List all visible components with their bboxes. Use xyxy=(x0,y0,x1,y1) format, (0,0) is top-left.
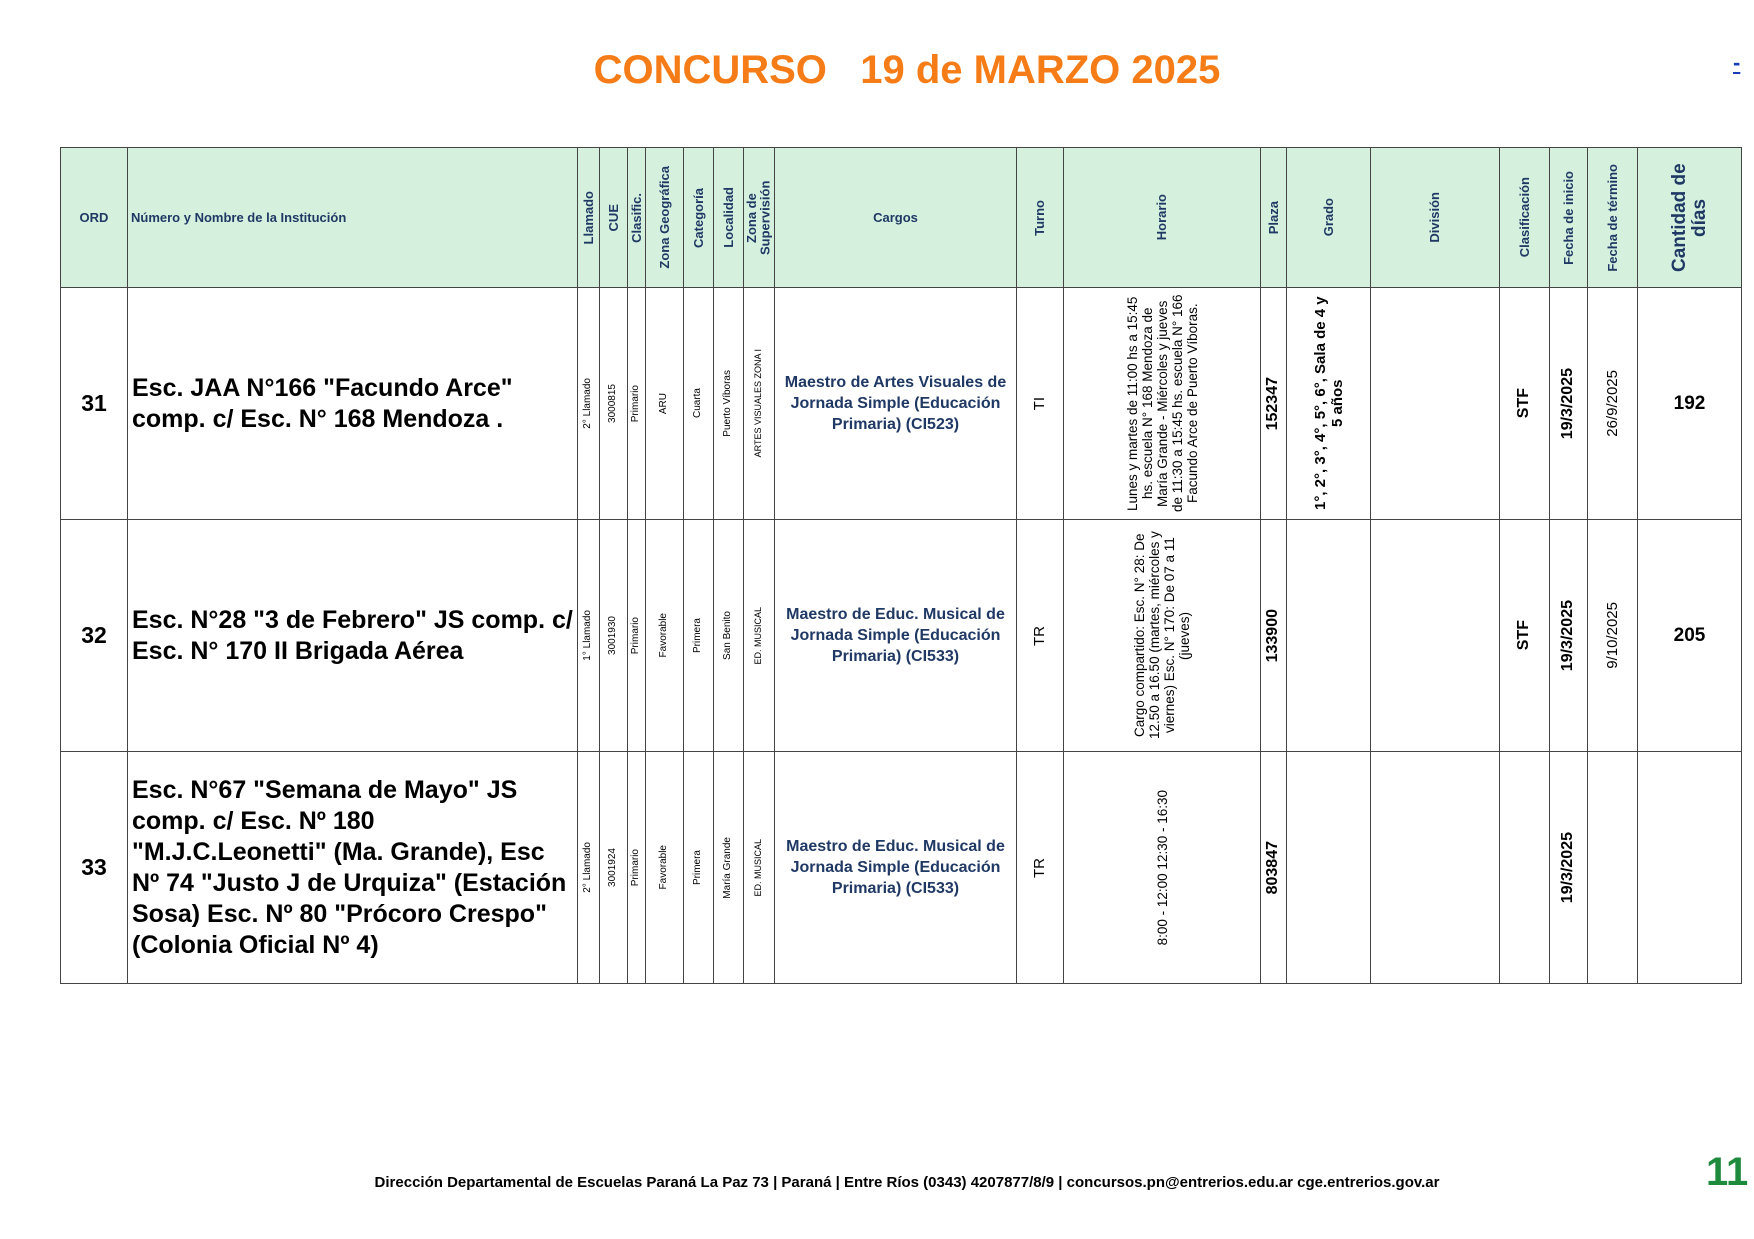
row-zona-geografica: Favorable xyxy=(658,613,670,658)
header-division: División xyxy=(1427,192,1443,243)
row-fecha-inicio: 19/3/2025 xyxy=(1559,367,1577,440)
row-institucion: Esc. JAA N°166 "Facundo Arce" comp. c/ Esc. N° 168 Mendoza . xyxy=(128,288,578,520)
concurso-table xyxy=(60,147,1742,984)
row-fecha-termino: 26/9/2025 xyxy=(1603,370,1621,437)
row-localidad: San Benito xyxy=(722,611,734,660)
row-division xyxy=(1371,520,1500,752)
table-row xyxy=(61,520,1742,752)
header-plaza: Plaza xyxy=(1265,200,1281,235)
row-cantidad-dias: 205 xyxy=(1638,520,1742,752)
page-title: CONCURSO 19 de MARZO 2025 xyxy=(593,48,1221,92)
row-turno: TI xyxy=(1031,396,1049,411)
row-division xyxy=(1371,752,1500,984)
header-horario: Horario xyxy=(1154,194,1170,241)
row-clasific: Primario xyxy=(630,384,642,423)
row-plaza: 152347 xyxy=(1264,376,1282,431)
row-categoria: Cuarta xyxy=(692,388,704,419)
row-localidad: María Grande xyxy=(722,836,734,899)
row-fecha-inicio: 19/3/2025 xyxy=(1559,831,1577,904)
row-horario: Cargo compartido: Esc. N° 28: De 12.50 a 16.50 (martes, miércoles y viernes) Esc. N° 170: De 07 a 11 (jueves) xyxy=(1132,531,1192,740)
row-division xyxy=(1371,288,1500,520)
row-institucion: Esc. N°67 "Semana de Mayo" JS comp. c/ Esc. Nº 180 "M.J.C.Leonetti" (Ma. Grande), Esc Nº 74 "Justo J de Urquiza" (Estación Sosa) Esc. Nº 80 "Prócoro Crespo" (Colonia Oficial Nº 4) xyxy=(128,752,578,984)
row-zona-supervision: ED. MUSICAL xyxy=(753,606,764,665)
header-cue: CUE xyxy=(605,203,621,232)
row-institucion: Esc. N°28 "3 de Febrero" JS comp. c/ Esc. N° 170 II Brigada Aérea xyxy=(128,520,578,752)
page-number: 11 xyxy=(1706,1150,1749,1194)
table-row xyxy=(61,752,1742,984)
row-cargo: Maestro de Educ. Musical de Jornada Simple (Educación Primaria) (CI533) xyxy=(775,520,1017,752)
header-fecha-inicio: Fecha de inicio xyxy=(1560,170,1576,265)
row-cue: 3001924 xyxy=(607,848,619,887)
row-ord: 32 xyxy=(61,520,128,752)
row-zona-geografica: Favorable xyxy=(658,845,670,890)
header-grado: Grado xyxy=(1320,198,1336,237)
row-horario: Lunes y martes de 11:00 hs a 15:45 hs. escuela N° 168 Mendoza de María Grande - Miércoles y jueves de 11:30 a 15:45 hs. escuela N° 166 Facundo Arce de Puerto Víboras. xyxy=(1124,294,1200,513)
header-cantidad-dias: Cantidad de días xyxy=(1668,163,1710,272)
header-turno: Turno xyxy=(1032,199,1048,236)
row-plaza: 803847 xyxy=(1264,840,1282,895)
row-grado: 1°, 2°, 3°, 4°, 5°, 6°, Sala de 4 y 5 años xyxy=(1311,296,1346,511)
header-clasificacion: Clasificación xyxy=(1516,177,1532,258)
row-zona-supervision: ED. MUSICAL xyxy=(753,838,764,897)
row-turno: TR xyxy=(1031,857,1049,878)
row-ord: 31 xyxy=(61,288,128,520)
row-categoria: Primera xyxy=(692,849,704,885)
header-zona-geografica: Zona Geográfica xyxy=(656,166,672,269)
row-turno: TR xyxy=(1031,625,1049,646)
row-fecha-inicio: 19/3/2025 xyxy=(1559,599,1577,672)
header-localidad: Localidad xyxy=(720,187,736,248)
header-zona-supervision: Zona de Supervisión xyxy=(744,180,773,255)
row-clasificacion: STF xyxy=(1515,620,1533,651)
row-clasific: Primario xyxy=(630,848,642,887)
row-cargo: Maestro de Educ. Musical de Jornada Simple (Educación Primaria) (CI533) xyxy=(775,752,1017,984)
row-plaza: 133900 xyxy=(1264,608,1282,663)
header-fecha-termino: Fecha de término xyxy=(1604,163,1620,272)
row-localidad: Puerto Víboras xyxy=(722,370,734,437)
header-ord: ORD xyxy=(61,148,128,288)
row-zona-geografica: ARU xyxy=(658,392,670,415)
row-clasific: Primario xyxy=(630,616,642,655)
corner-link[interactable]: - xyxy=(1733,50,1741,75)
row-llamado: 2° Llamado xyxy=(582,842,594,893)
header-cargos: Cargos xyxy=(775,148,1017,288)
table-row xyxy=(61,288,1742,520)
footer-contact: Dirección Departamental de Escuelas Paraná La Paz 73 | Paraná | Entre Ríos (0343) 4207877/8/9 | concursos.pn@entrerios.edu.ar cge.entrerios.gov.ar xyxy=(374,1174,1440,1191)
header-clasific: Clasific. xyxy=(628,192,644,243)
row-horario: 8:00 - 12:00 12:30 - 16:30 xyxy=(1154,789,1170,946)
header-institucion: Número y Nombre de la Institución xyxy=(128,148,578,288)
row-cargo: Maestro de Artes Visuales de Jornada Simple (Educación Primaria) (CI523) xyxy=(775,288,1017,520)
row-cantidad-dias: 192 xyxy=(1638,288,1742,520)
row-categoria: Primera xyxy=(692,617,704,653)
row-llamado: 1° Llamado xyxy=(582,610,594,661)
header-categoria: Categoría xyxy=(690,187,706,248)
row-llamado: 2° Llamado xyxy=(582,378,594,429)
header-row xyxy=(61,148,1742,288)
row-clasificacion: STF xyxy=(1515,388,1533,419)
row-cantidad-dias xyxy=(1638,752,1742,984)
row-ord: 33 xyxy=(61,752,128,984)
row-zona-supervision: ARTES VISUALES ZONA I xyxy=(753,349,764,458)
row-cue: 3001930 xyxy=(607,616,619,655)
row-fecha-termino: 9/10/2025 xyxy=(1603,602,1621,669)
header-llamado: Llamado xyxy=(580,190,596,245)
row-cue: 3000815 xyxy=(607,384,619,423)
